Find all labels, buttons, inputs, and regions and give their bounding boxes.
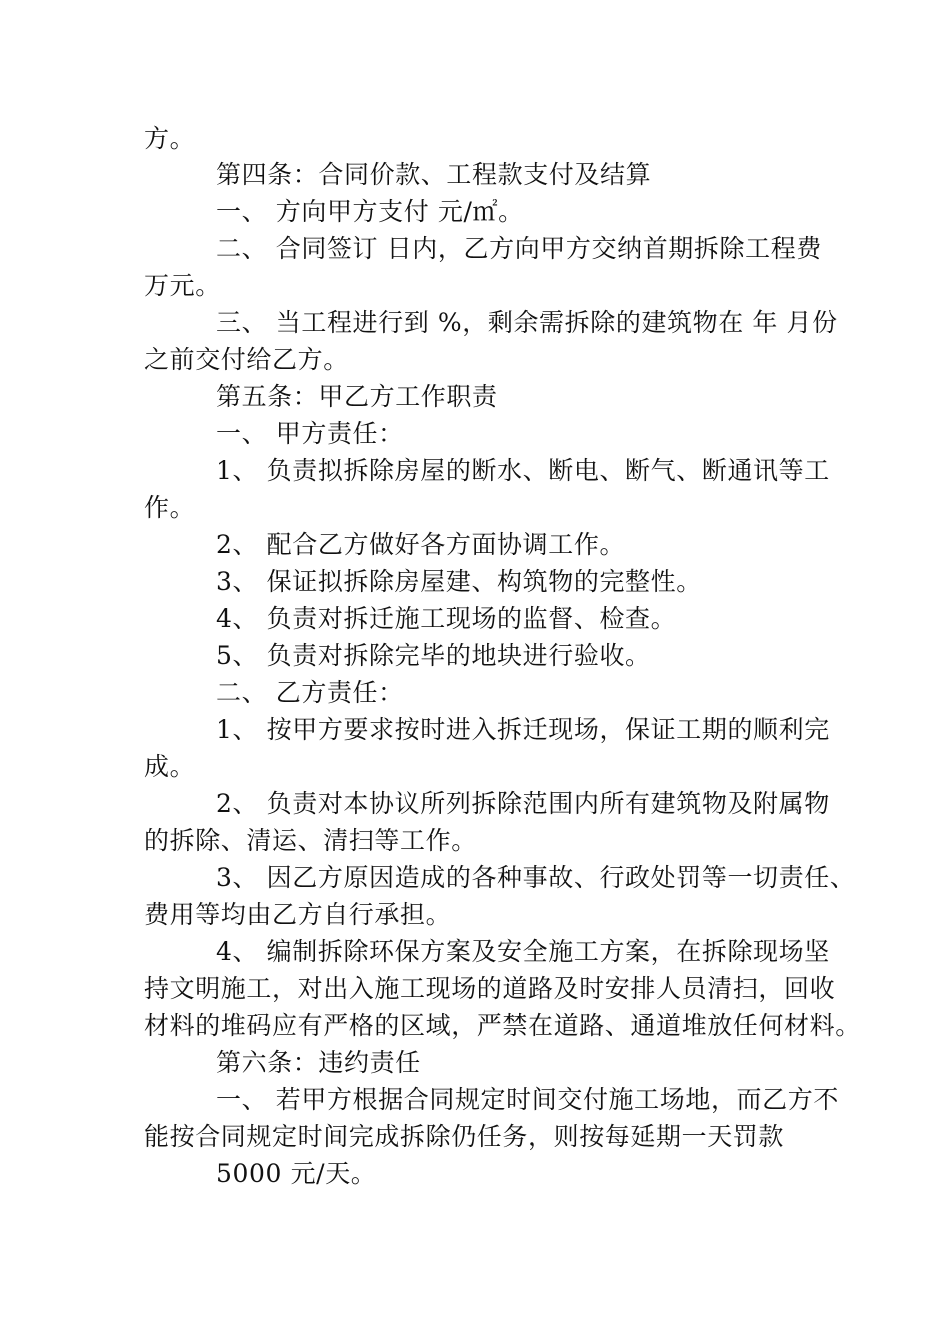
- text-line: 三、 当工程进行到 %，剩余需拆除的建筑物在 年 月份: [216, 308, 838, 337]
- text-line: 1、 负责拟拆除房屋的断水、断电、断气、断通讯等工: [216, 456, 830, 485]
- text-line: 材料的堆码应有严格的区域，严禁在道路、通道堆放任何材料。: [144, 1011, 861, 1040]
- text-line: 的拆除、清运、清扫等工作。: [144, 826, 477, 855]
- text-line: 3、 保证拟拆除房屋建、构筑物的完整性。: [216, 567, 702, 596]
- section-heading-5: 第五条：甲乙方工作职责: [216, 382, 498, 411]
- text-line: 方。: [144, 124, 196, 153]
- section-heading-6: 第六条：违约责任: [216, 1048, 421, 1077]
- text-line: 1、 按甲方要求按时进入拆迁现场，保证工期的顺利完: [216, 715, 830, 744]
- text-line: 二、 合同签订 日内，乙方向甲方交纳首期拆除工程费: [216, 234, 822, 263]
- text-line: 3、 因乙方原因造成的各种事故、行政处罚等一切责任、: [216, 863, 856, 892]
- text-line: 成。: [144, 752, 196, 781]
- text-line: 2、 负责对本协议所列拆除范围内所有建筑物及附属物: [216, 789, 830, 818]
- text-line: 4、 负责对拆迁施工现场的监督、检查。: [216, 604, 677, 633]
- text-line: 能按合同规定时间完成拆除仍任务，则按每延期一天罚款: [144, 1122, 785, 1151]
- text-line: 费用等均由乙方自行承担。: [144, 900, 452, 929]
- text-line: 5000 元/天。: [216, 1159, 377, 1188]
- subheading: 二、 乙方责任：: [216, 678, 404, 707]
- text-line: 2、 配合乙方做好各方面协调工作。: [216, 530, 626, 559]
- text-line: 万元。: [144, 271, 221, 300]
- text-line: 之前交付给乙方。: [144, 345, 349, 374]
- text-line: 5、 负责对拆除完毕的地块进行验收。: [216, 641, 651, 670]
- text-line: 作。: [144, 493, 196, 522]
- text-line: 一、 若甲方根据合同规定时间交付施工场地，而乙方不: [216, 1085, 839, 1114]
- section-heading-4: 第四条：合同价款、工程款支付及结算: [216, 160, 652, 189]
- text-line: 一、 方向甲方支付 元/㎡。: [216, 197, 524, 226]
- text-line: 持文明施工，对出入施工现场的道路及时安排人员清扫，回收: [144, 974, 836, 1003]
- text-line: 4、 编制拆除环保方案及安全施工方案，在拆除现场坚: [216, 937, 830, 966]
- subheading: 一、 甲方责任：: [216, 419, 404, 448]
